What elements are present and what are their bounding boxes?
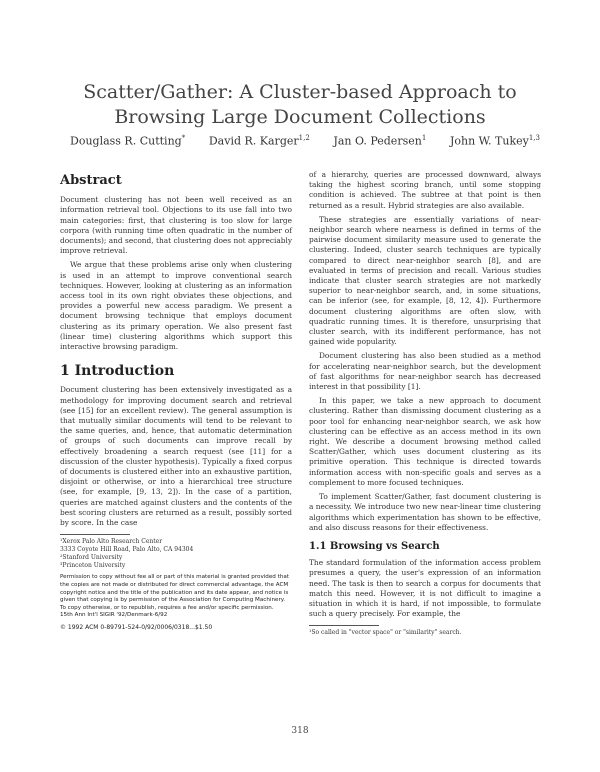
title-line-1: Scatter/Gather: A Cluster-based Approach to — [83, 81, 517, 103]
body-paragraph: of a hierarchy, queries are processed downward, always taking the highest scoring branch, until some stopping condition is achieved. The subtree at that point is then returned as a result. Hybrid strategies are also available. — [309, 170, 541, 210]
footnote: ³Princeton University — [60, 561, 126, 569]
footnote-rule — [60, 534, 130, 535]
copyright-notice: © 1992 ACM 0-89791-524-0/92/0006/0318...$1.50 — [60, 624, 213, 632]
paper-title — [60, 80, 540, 130]
body-paragraph: To implement Scatter/Gather, fast document clustering is a necessity. We introduce two new near-linear time clustering algorithms which experimentation has shown to be effective, and also discuss reasons for their effectiveness. — [309, 492, 541, 532]
author: Douglass R. Cutting* — [70, 134, 186, 148]
footnote: ¹Xerox Palo Alto Research Center — [60, 538, 163, 546]
left-column — [60, 170, 292, 633]
footnote-rule — [309, 625, 379, 626]
body-paragraph: The standard formulation of the information access problem presumes a query, the user's expression of an information need. The task is then to search a corpus for documents that match this need. However, it is not difficult to imagine a situation in which it is hard, if not impossible, to formulate such a query precisely. For example, the — [309, 558, 541, 619]
author: David R. Karger$^{1,2}$ — [208, 134, 310, 148]
abstract-paragraph: Document clustering has not been well received as an information retrieval tool. Objections to its use fall into two main categories: first, that clustering is too slow for large corpora (with running time often quadratic in the number of documents); and second, that clustering does not appreciably improve retrieval. — [60, 195, 292, 256]
abstract-heading: Abstract — [60, 173, 122, 188]
author-list — [70, 134, 540, 148]
subsection-heading: 1.1 Browsing vs Search — [309, 540, 440, 552]
author: Jan O. Pedersen$^1$ — [333, 134, 427, 148]
body-paragraph: In this paper, we take a new approach to document clustering. Rather than dismissing document clustering as a poor tool for enhancing near-neighbor search, we ask how clustering can be effective as an access method in its own right. We describe a document browsing method called Scatter/Gather, which uses document clustering as its primitive operation. This technique is directed towards information access with non-specific goals and serves as a complement to more focused techniques. — [309, 396, 541, 487]
page-number: 318 — [291, 726, 309, 736]
introduction-paragraph: Document clustering has been extensively investigated as a methodology for improving document search and retrieval (see [15] for an excellent review). The general assumption is that mutually similar documents will tend to be relevant to the same queries, and, hence, that automatic determination of groups of such documents can improve recall by effectively broadening a search request (see [11] for a discussion of the cluster hypothesis). Typically a fixed corpus of documents is clustered either into an exhaustive partition, disjoint or otherwise, or into a hierarchical tree structure (see, for example, [9, 13, 2]). In the case of a partition, queries are matched against clusters and the contents of the best scoring clusters are returned as a result, possibly sorted by score. In the case — [60, 385, 292, 528]
abstract-paragraph: We argue that these problems arise only when clustering is used in an attempt to improve conventional search techniques. However, looking at clustering as an information access tool in its own right obviates these objections, and provides a powerful new access paradigm. We present a document browsing technique that employs document clustering as its primary operation. We also present fast (linear time) clustering algorithms which support this interactive browsing paradigm. — [60, 260, 292, 352]
footnote: 3333 Coyote Hill Road, Palo Alto, CA 94304 — [60, 546, 194, 554]
author: John W. Tukey$^{1,3}$ — [449, 134, 540, 148]
affiliation-footnotes — [60, 538, 292, 569]
body-paragraph: Document clustering has also been studied as a method for accelerating near-neighbor search, but the development of fast algorithms for near-neighbor search has decreased interest in that possibility [1]. — [309, 351, 541, 392]
footnote: ²Stanford University — [60, 553, 123, 561]
footnote: ¹So called in "vector space" or "similarity" search. — [309, 629, 462, 637]
introduction-heading: 1 Introduction — [60, 363, 175, 380]
conference-info: 15th Ann Int'l SIGIR '92/Denmark-6/92 — [60, 612, 168, 619]
title-line-2: Browsing Large Document Collections — [114, 106, 486, 128]
permission-notice: Permission to copy without fee all or part of this material is granted provided that the copies are not made or distributed for direct commercial advantage, the ACM copyright notice and the title of the publication and its date appear, and notice is given that copying is by permission of the Association for Computing Machinery. To copy otherwise, or to republish, requires a fee and/or specific permission. 15th Ann Int'l SIGIR '92/Denmark-6/92 — [60, 574, 292, 620]
body-paragraph: These strategies are essentially variations of near-neighbor search where nearness is defined in terms of the pairwise document similarity measure used to generate the clustering. Indeed, cluster search techniques are typically compared to direct near-neighbor search [8], and are evaluated in terms of precision and recall. Various studies indicate that cluster search strategies are not markedly superior to near-neighbor search, and, in some situations, can be inferior (see, for example, [8, 12, 4]). Furthermore document clustering algorithms are often slow, with quadratic running times. It is therefore, unsurprising that cluster search, with its indifferent performance, has not gained wide popularity. — [309, 214, 541, 347]
right-column — [309, 170, 541, 637]
